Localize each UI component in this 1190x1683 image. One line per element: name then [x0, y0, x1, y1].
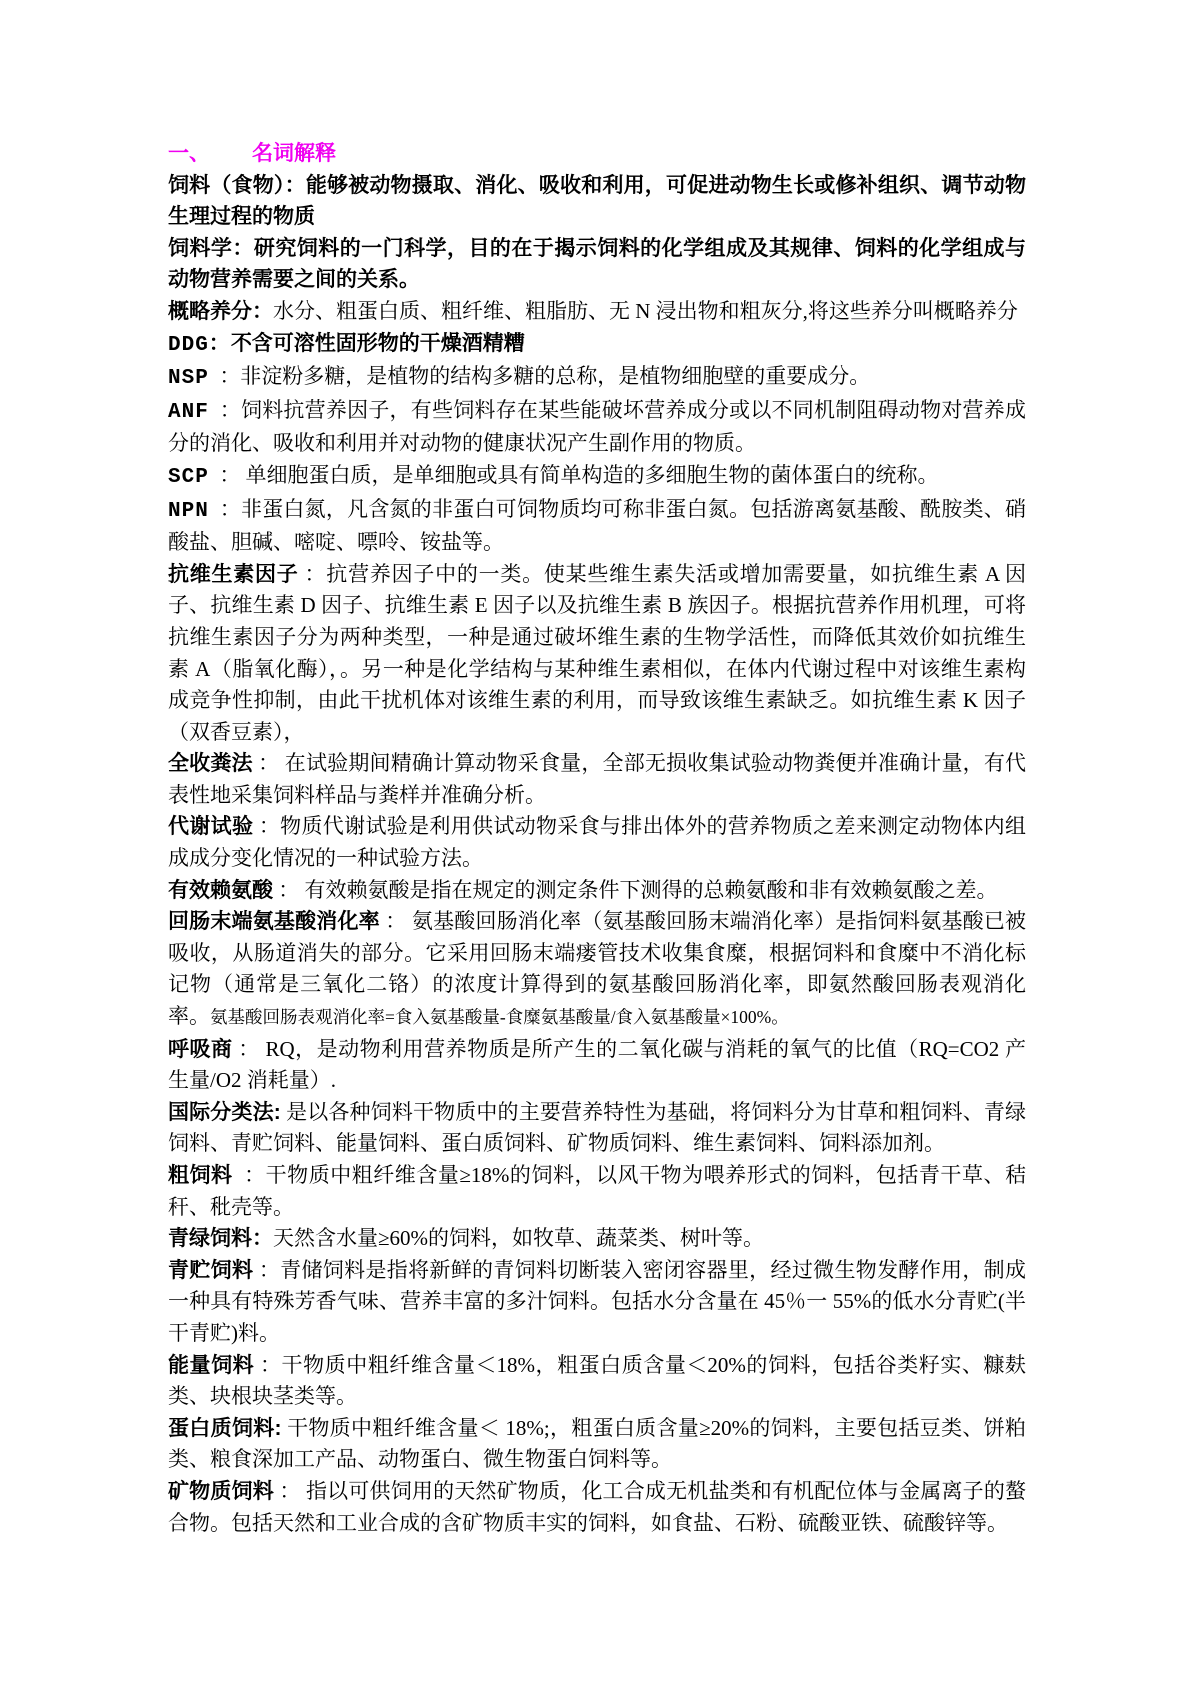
definition-text: ：非淀粉多糖，是植物的结构多糖的总称，是植物细胞壁的重要成分。	[208, 364, 871, 389]
def-metabolism-trial	[168, 811, 1026, 874]
def-proximate-nutrients	[168, 296, 1026, 328]
definition-term: 粗饲料	[168, 1164, 233, 1187]
definition-term: 全收粪法	[168, 752, 253, 776]
section-number: 一、	[168, 142, 210, 165]
def-silage	[168, 1255, 1026, 1350]
def-protein-feed	[168, 1413, 1026, 1476]
def-ileal-aa-digestibility	[168, 906, 1026, 1033]
definition-term: 概略养分：	[168, 299, 273, 323]
definition-text: ： RQ，是动物利用营养物质是所产生的二氧化碳与消耗的氧气的比值（RQ=CO2 产生量/O2 消耗量）.	[168, 1036, 1027, 1093]
definition-term: ANF	[168, 400, 209, 424]
definition-term: 矿物质饲料	[168, 1479, 274, 1503]
definition-term: DDG：	[168, 333, 231, 357]
definition-text: 不含可溶性固形物的干燥酒精糟	[230, 331, 525, 355]
definition-term: 代谢试验	[168, 815, 254, 839]
section-title: 名词解释	[252, 142, 336, 165]
definition-text: 能够被动物摄取、消化、吸收和利用，可促进动物生长或修补组织、调节动物生理过程的物质	[168, 173, 1026, 229]
definition-text: 天然含水量≥60%的饲料，如牧草、蔬菜类、树叶等。	[273, 1226, 765, 1251]
definition-text: ：非蛋白氮，凡含氮的非蛋白可饲物质均可称非蛋白氮。包括游离氨基酸、酰胺类、硝酸盐、胆碱、嘧啶、嘌呤、铵盐等。	[168, 496, 1026, 555]
definition-text: ：干物质中粗纤维含量≥18%的饲料，以风干物为喂养形式的饲料，包括青干草、秸秆、秕壳等。	[168, 1163, 1027, 1219]
def-mineral-feed	[168, 1476, 1026, 1539]
definition-text: ：物质代谢试验是利用供试动物采食与排出体外的营养物质之差来测定动物体内组成成分变化情况的一种试验方法。	[168, 814, 1027, 871]
def-anf	[168, 395, 1026, 460]
definition-term: 饲料学：	[168, 236, 254, 260]
def-feed	[168, 170, 1026, 233]
def-npn	[168, 494, 1026, 559]
digestibility-formula: 氨基酸回肠表观消化率=食入氨基酸量-食糜氨基酸量/食入氨基酸量×100%。	[210, 1007, 789, 1028]
definition-text: ： 有效赖氨酸是指在规定的测定条件下测得的总赖氨酸和非有效赖氨酸之差。	[273, 877, 998, 902]
definition-text: 是以各种饲料干物质中的主要营养特性为基础，将饲料分为甘草和粗饲料、青绿饲料、青贮饲料、能量饲料、蛋白质饲料、矿物质饲料、维生素饲料、饲料添加剂。	[168, 1099, 1026, 1156]
document-content	[168, 138, 1026, 1539]
def-feed-science	[168, 233, 1026, 296]
definition-text: ： 单细胞蛋白质，是单细胞或具有简单构造的多细胞生物的菌体蛋白的统称。	[208, 462, 939, 487]
definition-term: 回肠末端氨基酸消化率	[168, 910, 380, 934]
definition-text: ：饲料抗营养因子，有些饲料存在某些能破坏营养成分或以不同机制阻碍动物对营养成分的消化、吸收和利用并对动物的健康状况产生副作用的物质。	[168, 397, 1026, 456]
def-antivitamin-factors	[168, 559, 1026, 749]
definition-term: 有效赖氨酸	[168, 878, 273, 902]
definition-text: 干物质中粗纤维含量＜ 18%;，粗蛋白质含量≥20%的饲料，主要包括豆类、饼粕类、粮食深加工产品、动物蛋白、微生物蛋白饲料等。	[168, 1415, 1027, 1472]
def-available-lysine	[168, 875, 1026, 907]
definition-term: 蛋白质饲料:	[168, 1416, 282, 1440]
section-heading	[168, 138, 1026, 170]
def-total-feces-collection	[168, 748, 1026, 811]
def-roughage	[168, 1160, 1026, 1223]
def-energy-feed	[168, 1350, 1026, 1413]
definition-text: ： 在试验期间精确计算动物采食量，全部无损收集试验动物粪便并准确计量，有代表性地采集饲料样品与粪样并准确分析。	[168, 751, 1026, 807]
definition-text: ： 氨基酸回肠消化率（氨基酸回肠末端消化率）是指饲料氨基酸已被吸收，从肠道消失的部分。它采用回肠末端瘘管技术收集食糜，根据饲料和食糜中不消化标记物（通常是三氧化二铬）的浓度计算得到的氨基酸回肠消化率，即氨然酸回肠表观消化率。	[168, 909, 1027, 1029]
definition-term: 青绿饲料：	[168, 1227, 273, 1251]
definition-text: ：干物质中粗纤维含量＜18%，粗蛋白质含量＜20%的饲料，包括谷类籽实、糠麸类、块根块茎类等。	[168, 1352, 1027, 1409]
definition-term: 抗维生素因子	[168, 562, 299, 586]
def-nsp	[168, 361, 1026, 395]
definition-text: ： 指以可供饲用的天然矿物质，化工合成无机盐类和有机配位体与金属离子的螯合物。包括天然和工业合成的含矿物质丰实的饲料，如食盐、石粉、硫酸亚铁、硫酸锌等。	[168, 1478, 1027, 1535]
definition-term: NPN	[168, 499, 209, 523]
def-international-classification	[168, 1097, 1026, 1160]
definition-term: 饲料（食物）：	[168, 173, 306, 197]
definition-text: ：青储饲料是指将新鲜的青饲料切断装入密闭容器里，经过微生物发酵作用，制成一种具有特殊芳香气味、营养丰富的多汁饲料。包括水分含量在 45％一 55%的低水分青贮(半干青贮)料。	[168, 1257, 1027, 1345]
definition-term: 呼吸商	[168, 1037, 233, 1061]
definition-text: 水分、粗蛋白质、粗纤维、粗脂肪、无 N 浸出物和粗灰分,将这些养分叫概略养分	[273, 298, 1018, 323]
definition-text: 研究饲料的一门科学，目的在于揭示饲料的化学组成及其规律、饲料的化学组成与动物营养需要之间的关系。	[168, 236, 1027, 292]
definition-term: SCP	[168, 465, 209, 489]
def-green-forage	[168, 1223, 1026, 1255]
definition-term: 国际分类法:	[168, 1100, 281, 1124]
def-scp	[168, 460, 1026, 494]
definition-term: NSP	[168, 367, 209, 391]
def-ddg	[168, 328, 1026, 362]
def-respiratory-quotient	[168, 1034, 1026, 1097]
definition-term: 青贮饲料	[168, 1258, 254, 1282]
definition-term: 能量饲料	[168, 1353, 255, 1377]
definition-text: ：抗营养因子中的一类。使某些维生素失活或增加需要量，如抗维生素 A 因子、抗维生素 D 因子、抗维生素 E 因子以及抗维生素 B 族因子。根据抗营养作用机理，可将抗维生素因子分为两种类型，一种是通过破坏维生素的生物学活性，而降低其效价如抗维生素 A（脂氧化酶），。另一种是化学结构与某种维生素相似，在体内代谢过程中对该维生素构成竞争性抑制，由此干扰机体对该维生素的利用，而导致该维生素缺乏。如抗维生素 K 因子（双香豆素），	[168, 561, 1026, 744]
